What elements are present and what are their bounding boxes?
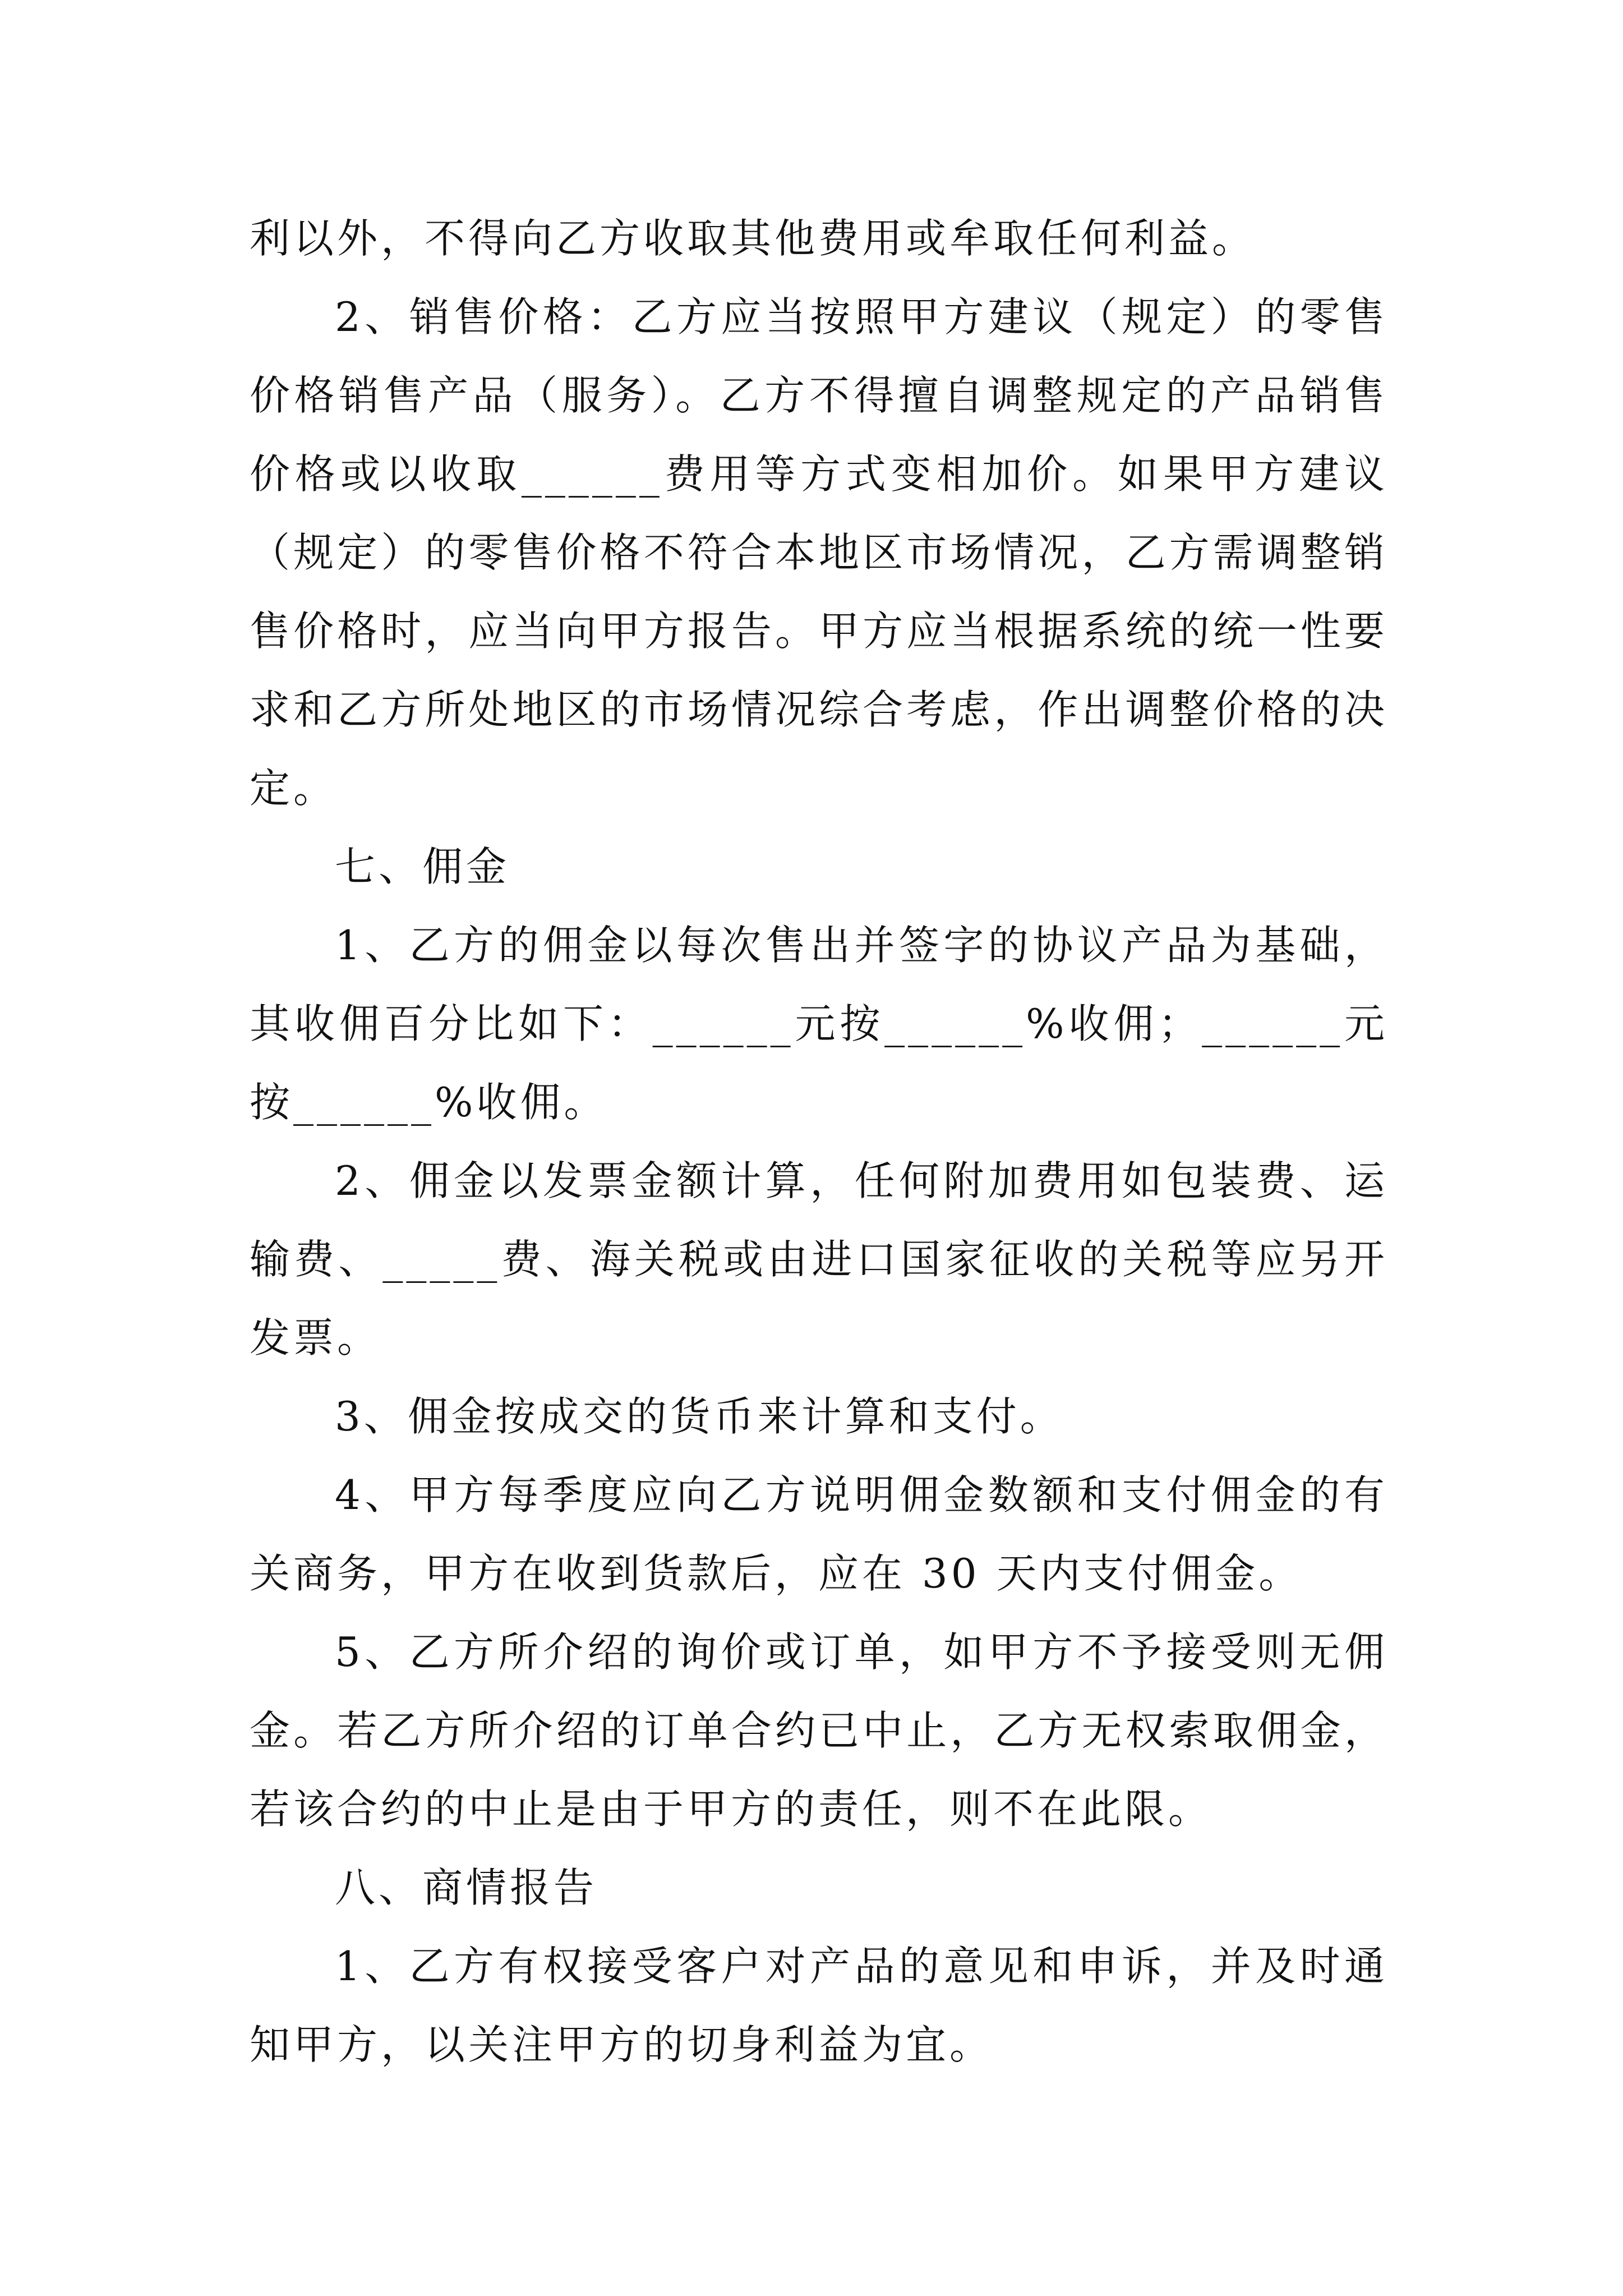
paragraph-sales-price: 2、销售价格：乙方应当按照甲方建议（规定）的零售价格销售产品（服务）。乙方不得擅自调整规定的产品销售价格或以收取______费用等方式变相加价。如果甲方建议（规定）的零售价格不符合本地区市场情况，乙方需调整销售价格时，应当向甲方报告。甲方应当根据系统的统一性要求和乙方所处地区的市场情况综合考虑，作出调整价格的决定。 (250, 293, 1388, 812)
section-heading-market-report: 八、商情报告 (335, 1864, 598, 1911)
paragraph-commission-payment: 4、甲方每季度应向乙方说明佣金数额和支付佣金的有关商务，甲方在收到货款后，应在 30 天内支付佣金。 (250, 1471, 1388, 1597)
paragraph-commission-exclusion: 5、乙方所介绍的询价或订单，如甲方不予接受则无佣金。若乙方所介绍的订单合约已中止，乙方无权索取佣金，若该合约的中止是由于甲方的责任，则不在此限。 (250, 1628, 1388, 1833)
paragraph-customer-feedback: 1、乙方有权接受客户对产品的意见和申诉，并及时通知甲方，以关注甲方的切身利益为宜。 (250, 1943, 1388, 2068)
paragraph-commission-invoice: 2、佣金以发票金额计算，任何附加费用如包装费、运输费、_____费、海关税或由进口国家征收的关税等应另开发票。 (250, 1157, 1388, 1361)
paragraph-commission-currency: 3、佣金按成交的货币来计算和支付。 (335, 1393, 1064, 1440)
paragraph-commission-basis: 1、乙方的佣金以每次售出并签字的协议产品为基础，其收佣百分比如下：______元按______%收佣；______元按______%收佣。 (250, 922, 1388, 1126)
section-heading-commission: 七、佣金 (335, 843, 510, 890)
document-body (250, 199, 1388, 2084)
paragraph-continuation: 利以外，不得向乙方收取其他费用或牟取任何利益。 (250, 215, 1256, 262)
